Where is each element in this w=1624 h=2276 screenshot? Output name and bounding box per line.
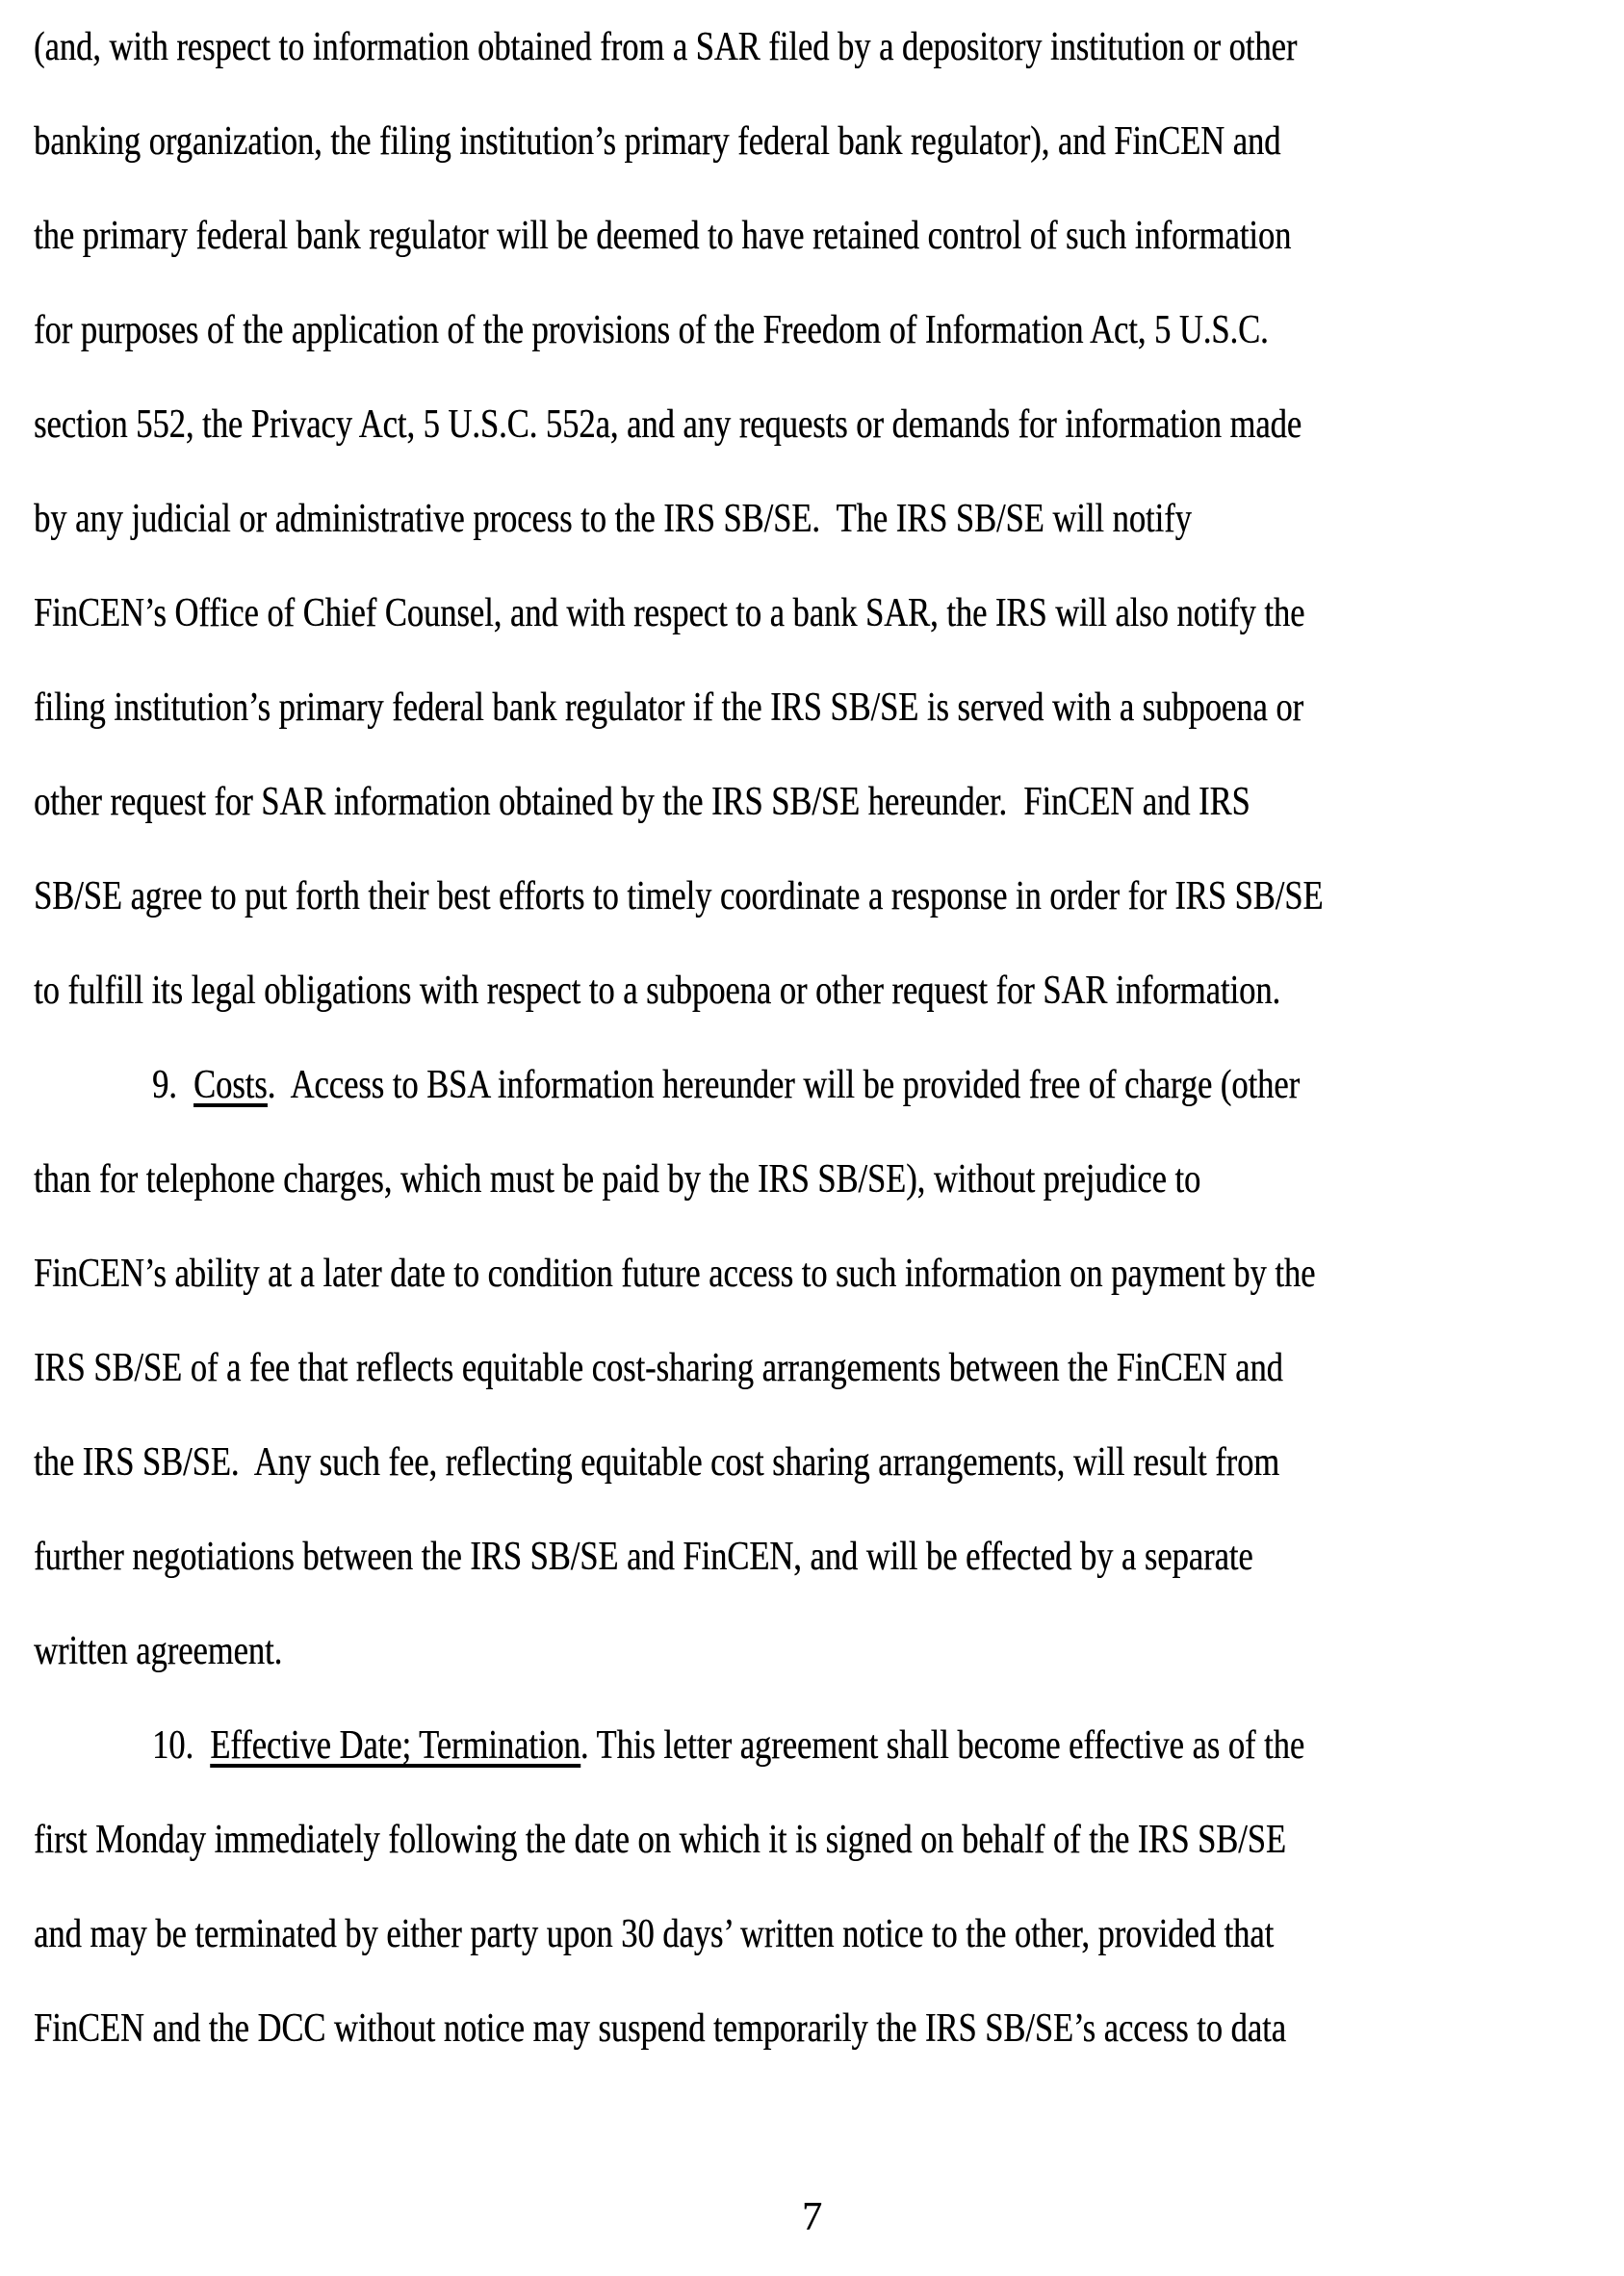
text-segment: and may be terminated by either party upon 30 days’ written notice to the other, provided that	[34, 1912, 1275, 1956]
text-line	[34, 1227, 1338, 1321]
text-segment: FinCEN and the DCC without notice may suspend temporarily the IRS SB/SE’s access to data	[34, 2006, 1286, 2051]
text-segment: first Monday immediately following the date on which it is signed on behalf of the IRS SB/SE	[34, 1818, 1286, 1862]
text-line	[34, 1510, 1338, 1604]
text-segment: FinCEN’s Office of Chief Counsel, and with respect to a bank SAR, the IRS will also notify the	[34, 591, 1305, 635]
text-segment: SB/SE agree to put forth their best efforts to timely coordinate a response in order for IRS SB/SE	[34, 874, 1324, 918]
text-segment: other request for SAR information obtained by the IRS SB/SE hereunder. FinCEN and IRS	[34, 780, 1250, 824]
underlined-heading: Effective Date; Termination	[210, 1723, 580, 1768]
underlined-heading: Costs	[193, 1063, 268, 1107]
text-line	[34, 377, 1338, 472]
text-segment: FinCEN’s ability at a later date to condition future access to such information on payment by the	[34, 1252, 1316, 1296]
text-line	[34, 755, 1338, 849]
text-line	[34, 189, 1338, 283]
text-segment: banking organization, the filing institution’s primary federal bank regulator), and FinCEN and	[34, 119, 1281, 164]
text-line	[34, 1038, 1338, 1132]
text-segment: by any judicial or administrative process to the IRS SB/SE. The IRS SB/SE will notify	[34, 497, 1192, 541]
text-segment: filing institution’s primary federal bank regulator if the IRS SB/SE is served with a subpoena or	[34, 685, 1304, 730]
text-line	[34, 660, 1338, 755]
text-segment: 9.	[152, 1063, 194, 1107]
text-line	[34, 94, 1338, 189]
text-line	[34, 1132, 1338, 1227]
text-segment: the IRS SB/SE. Any such fee, reflecting equitable cost sharing arrangements, will result from	[34, 1440, 1280, 1485]
text-line	[34, 472, 1338, 566]
text-line	[34, 1887, 1338, 1981]
text-line	[34, 0, 1338, 94]
text-segment: 10.	[152, 1723, 211, 1768]
text-segment: (and, with respect to information obtained from a SAR filed by a depository institution or other	[34, 25, 1298, 69]
text-line	[34, 566, 1338, 660]
text-segment: . This letter agreement shall become effective as of the	[580, 1723, 1305, 1768]
text-segment: section 552, the Privacy Act, 5 U.S.C. 552a, and any requests or demands for information made	[34, 402, 1302, 447]
text-segment: IRS SB/SE of a fee that reflects equitable cost-sharing arrangements between the FinCEN and	[34, 1346, 1283, 1390]
text-segment: than for telephone charges, which must be paid by the IRS SB/SE), without prejudice to	[34, 1157, 1201, 1202]
text-line	[34, 849, 1338, 944]
text-line	[34, 1981, 1338, 2076]
text-segment: . Access to BSA information hereunder will be provided free of charge (other	[267, 1063, 1301, 1107]
text-line	[34, 1604, 1338, 1698]
text-segment: the primary federal bank regulator will be deemed to have retained control of such information	[34, 214, 1292, 258]
text-segment: for purposes of the application of the provisions of the Freedom of Information Act, 5 U.S.C.	[34, 308, 1269, 352]
text-line	[34, 1793, 1338, 1887]
text-segment: further negotiations between the IRS SB/SE and FinCEN, and will be effected by a separate	[34, 1535, 1253, 1579]
text-line	[34, 1415, 1338, 1510]
text-line	[34, 1698, 1338, 1793]
text-line	[34, 283, 1338, 377]
text-segment: to fulfill its legal obligations with respect to a subpoena or other request for SAR information.	[34, 969, 1281, 1013]
text-line	[34, 944, 1338, 1038]
page-number: 7	[802, 2195, 822, 2239]
text-segment: written agreement.	[34, 1629, 283, 1673]
text-line	[34, 1321, 1338, 1415]
